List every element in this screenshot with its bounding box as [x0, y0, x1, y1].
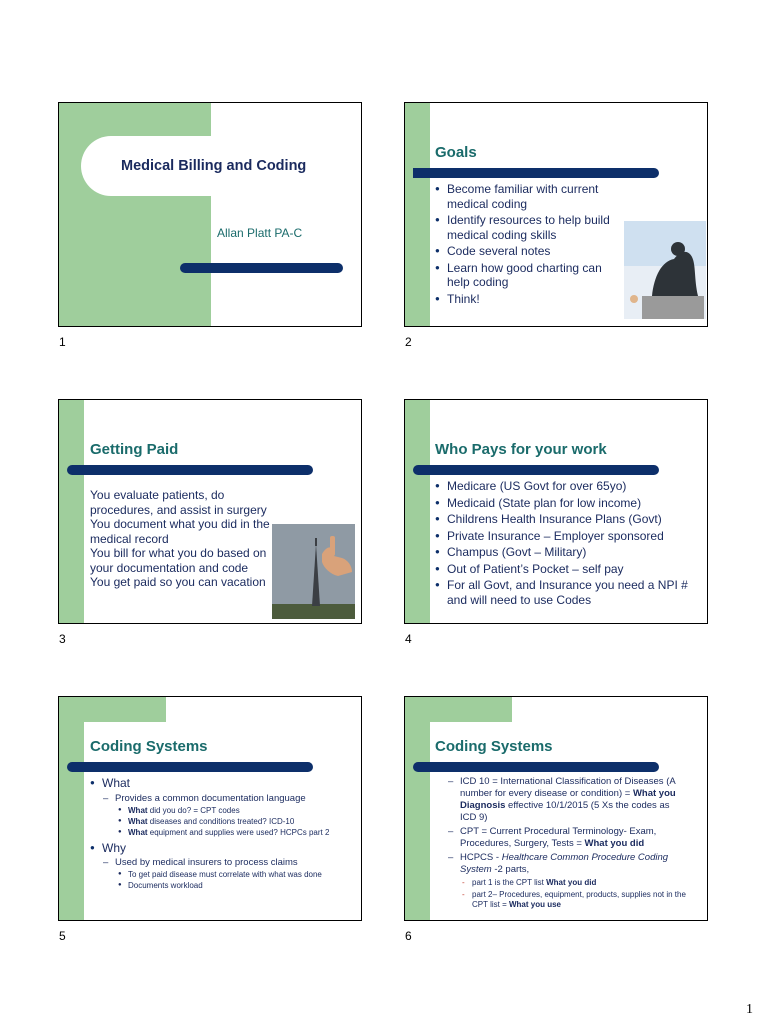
slide-bar [413, 762, 659, 772]
goal-item: ● Become familiar with current medical coding [435, 182, 625, 211]
what-keyword: What [128, 816, 148, 826]
paragraph: You document what you did in the medical record [90, 517, 270, 546]
slide-bar [413, 168, 659, 178]
payer-item: ● Medicare (US Govt for over 65yo) [435, 479, 705, 494]
slide-bar [413, 465, 659, 475]
slide-number: 6 [405, 929, 412, 943]
slide-3 [58, 399, 362, 624]
slide-number: 2 [405, 335, 412, 349]
why-sub-item: ● Documents workload [118, 880, 355, 891]
paragraph: You get paid so you can vacation [90, 575, 266, 589]
why-item: ● Why [90, 841, 355, 856]
what-keyword: What [128, 827, 148, 837]
slide-title: Who Pays for your work [435, 441, 607, 458]
slide-number: 3 [59, 632, 66, 646]
slide-2 [404, 102, 708, 327]
goal-item: ● Think! [435, 292, 625, 307]
page-number: 1 [746, 1002, 753, 1017]
slide-bar [180, 263, 343, 273]
payer-item: ● Childrens Health Insurance Plans (Govt) [435, 512, 705, 527]
coding-systems-outline [90, 776, 355, 891]
payer-item: ● Medicaid (State plan for low income) [435, 496, 705, 511]
slide-title: Coding Systems [90, 738, 208, 755]
payer-item: ● Champus (Govt – Military) [435, 545, 705, 560]
slide-bar [67, 465, 313, 475]
payers-list [435, 479, 705, 609]
slide-green-panel [405, 697, 430, 921]
eiffel-thumbs-up-image [272, 524, 355, 619]
goals-list [435, 182, 625, 308]
thinker-statue-image [624, 221, 706, 319]
hcpcs-part2: - part 2– Procedures, equipment, products, supplies not in the CPT list = What you use [462, 890, 688, 910]
getting-paid-text [90, 488, 275, 590]
slide-6 [404, 696, 708, 921]
paragraph: You bill for what you do based on your documentation and code [90, 546, 267, 575]
slide-title: Coding Systems [435, 738, 553, 755]
slide-bar [67, 762, 313, 772]
paragraph: You evaluate patients, do procedures, and assist in surgery [90, 488, 267, 517]
payer-item: ● Private Insurance – Employer sponsored [435, 529, 705, 544]
slide-green-panel [405, 103, 430, 327]
slide-number: 4 [405, 632, 412, 646]
goal-item: ● Identify resources to help build medical coding skills [435, 213, 625, 242]
what-dash: – Provides a common documentation language [103, 793, 355, 805]
coding-systems-detail [448, 776, 688, 912]
goal-item: ● Code several notes [435, 244, 625, 259]
why-sub-item: ● To get paid disease must correlate with what was done [118, 869, 355, 880]
slide-title: Medical Billing and Coding [121, 158, 307, 174]
slide-title: Goals [435, 144, 477, 161]
slide-green-panel [59, 697, 84, 921]
slide-number: 1 [59, 335, 66, 349]
slide-5 [58, 696, 362, 921]
slide-green-corner [59, 697, 166, 722]
icd10-item: – ICD 10 = International Classification of Diseases (A number for every disease or condition) = What you Diagnosis effective 10/1/2015 (5 Xs the codes as ICD 9) [448, 776, 688, 824]
what-item: ● What [90, 776, 355, 791]
slide-title: Getting Paid [90, 441, 179, 458]
slide-green-panel [59, 400, 84, 624]
payer-item: ● Out of Patient’s Pocket – self pay [435, 562, 705, 577]
what-sub-item: ● What equipment and supplies were used? HCPCs part 2 [118, 827, 355, 838]
hcpcs-part1: - part 1 is the CPT list What you did [462, 878, 688, 888]
slide-green-panel [405, 400, 430, 624]
slide-1 [58, 102, 362, 327]
why-sub-list [118, 869, 355, 891]
what-sub-list [118, 805, 355, 838]
payer-item: ● For all Govt, and Insurance you need a NPI # and will need to use Codes [435, 578, 705, 607]
what-keyword: What [128, 805, 148, 815]
slide-number: 5 [59, 929, 66, 943]
hcpcs-item: – HCPCS - Healthcare Common Procedure Coding System -2 parts, [448, 852, 688, 876]
slide-4 [404, 399, 708, 624]
slide-author: Allan Platt PA-C [217, 226, 303, 240]
what-sub-item: ● What did you do? = CPT codes [118, 805, 355, 816]
goal-item: ● Learn how good charting can help coding [435, 261, 625, 290]
what-sub-item: ● What diseases and conditions treated? ICD-10 [118, 816, 355, 827]
cpt-item: – CPT = Current Procedural Terminology- Exam, Procedures, Surgery, Tests = What you did [448, 826, 688, 850]
slide-green-corner [405, 697, 512, 722]
why-dash: – Used by medical insurers to process claims [103, 857, 355, 869]
